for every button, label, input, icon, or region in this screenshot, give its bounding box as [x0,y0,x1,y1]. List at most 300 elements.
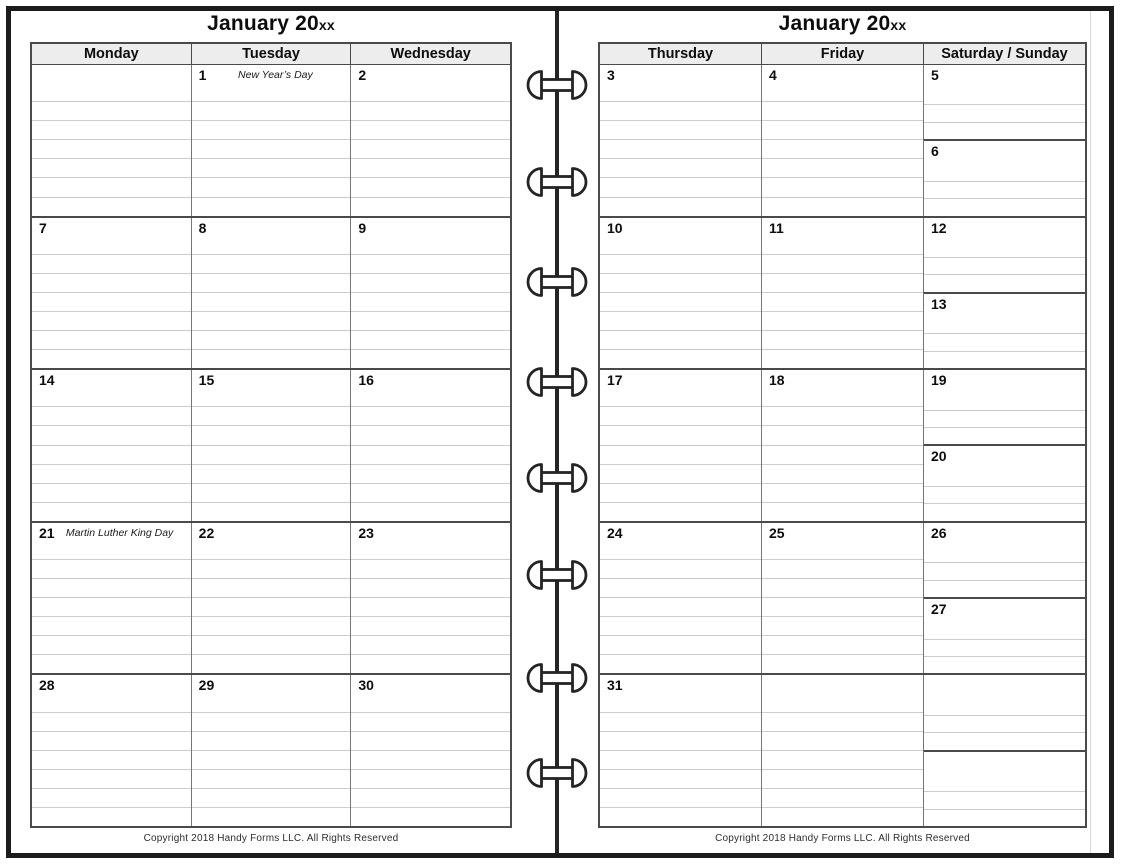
day-head [32,65,191,101]
week-row [32,368,510,521]
ruled-line [192,635,351,654]
column-header-wednesday: Wednesday [350,44,510,64]
day-number: 14 [39,372,55,389]
day-head [924,370,1085,409]
ruled-line [32,483,191,502]
ruled-line [192,254,351,273]
ruled-line [32,273,191,292]
day-number: 21 [39,524,55,541]
ruled-line [762,559,923,578]
ruled-line [351,635,510,654]
ruled-line [762,254,923,273]
ruled-line [600,273,761,292]
day-head [924,523,1085,562]
week-row [600,368,1085,521]
day-head [32,218,191,254]
calendar-left [30,42,512,828]
day-head [351,370,510,406]
ruled-line [351,731,510,750]
ruled-line [600,425,761,444]
ruled-line [192,445,351,464]
page-right [598,12,1087,844]
weekend-cell [923,370,1085,521]
ruled-line [762,330,923,349]
ruled-line [32,330,191,349]
ruled-line [32,578,191,597]
day-head [192,370,351,406]
ruled-line [192,101,351,120]
column-header-tuesday: Tuesday [191,44,351,64]
sunday-half-cell[interactable] [924,597,1085,673]
day-head [32,523,191,559]
binder-spine [555,11,559,853]
ruled-line [351,578,510,597]
ruled-line [924,104,1085,121]
ruled-line [762,177,923,196]
day-cell[interactable] [761,65,923,216]
day-number: 24 [607,524,623,541]
binder-ring-icon [524,267,590,297]
page-edge-line [1090,11,1091,853]
calendar-right [598,42,1087,828]
ruled-line [32,769,191,788]
ruled-line [600,559,761,578]
ruled-line [192,731,351,750]
ruled-line [762,807,923,826]
day-head [600,523,761,559]
day-cell[interactable] [600,218,761,369]
day-number: 16 [358,372,374,389]
ruled-line [924,639,1085,656]
ruled-line [351,502,510,521]
ruled-line [600,445,761,464]
day-cell[interactable] [191,370,351,521]
saturday-half-cell[interactable] [924,65,1085,139]
ruled-line [924,580,1085,597]
day-number: 8 [198,219,207,236]
day-head [762,218,923,254]
ruled-line [924,427,1085,444]
ruled-line [600,807,761,826]
ruled-line [32,635,191,654]
day-head [924,752,1085,791]
ruled-line [32,120,191,139]
ruled-line [192,750,351,769]
ruled-line [600,654,761,673]
title-year-suffix: xx [318,17,335,33]
day-cell[interactable] [350,523,510,674]
ruled-line [762,158,923,177]
day-number: 9 [358,219,367,236]
ruled-line [351,712,510,731]
ruled-line [32,425,191,444]
ruled-line [600,197,761,216]
ruled-line [192,769,351,788]
sunday-half-cell[interactable] [924,292,1085,368]
ruled-line [32,712,191,731]
ruled-line [600,292,761,311]
ruled-line [351,483,510,502]
ruled-line [924,198,1085,215]
week-row [600,65,1085,216]
ruled-line [192,406,351,425]
week-row [600,521,1085,674]
ruled-line [762,101,923,120]
weekend-cell [923,65,1085,216]
day-head [924,65,1085,104]
ruled-line [192,483,351,502]
day-cell[interactable] [600,523,761,674]
column-header-saturday-sunday: Saturday / Sunday [923,44,1085,64]
day-number: 15 [198,372,215,389]
page-title-right [598,12,1087,42]
ruled-line [351,158,510,177]
ruled-line [924,122,1085,139]
sunday-half-cell[interactable] [924,444,1085,520]
day-cell[interactable] [32,675,191,826]
day-number: 28 [39,677,55,694]
ruled-line [192,330,351,349]
ruled-line [351,254,510,273]
day-head [192,523,351,559]
week-row [32,673,510,826]
ruled-line [32,654,191,673]
title-month-year: January 20 [778,12,891,35]
ruled-line [924,656,1085,673]
ruled-line [192,712,351,731]
ruled-line [600,483,761,502]
ruled-line [192,578,351,597]
day-cell[interactable] [32,523,191,674]
ruled-line [32,292,191,311]
day-head [924,446,1085,485]
day-number: 12 [931,219,947,236]
ruled-line [32,464,191,483]
ruled-line [351,139,510,158]
ruled-line [32,158,191,177]
day-number: 31 [607,677,623,694]
ruled-line [32,616,191,635]
ruled-line [762,712,923,731]
ruled-line [600,158,761,177]
ruled-line [192,597,351,616]
ruled-line [762,464,923,483]
weekend-cell [923,675,1085,826]
day-number: 18 [769,372,785,389]
ruled-line [351,750,510,769]
day-number: 23 [358,524,374,541]
ruled-line [762,483,923,502]
day-head [762,65,923,101]
page-left [30,12,512,844]
ruled-line [762,349,923,368]
ruled-line [762,139,923,158]
binder-ring-icon [524,758,590,788]
sunday-half-cell[interactable] [924,139,1085,215]
day-cell[interactable] [350,675,510,826]
saturday-half-cell[interactable] [924,523,1085,597]
day-cell[interactable] [600,370,761,521]
week-row [32,216,510,369]
day-head [924,599,1085,638]
day-head [351,218,510,254]
day-number: 10 [607,219,623,236]
ruled-line [924,274,1085,291]
day-number: 13 [931,295,947,312]
ruled-line [600,139,761,158]
saturday-half-cell[interactable] [924,370,1085,444]
ruled-line [762,406,923,425]
ruled-line [32,406,191,425]
ruled-line [600,311,761,330]
ruled-line [924,503,1085,520]
ruled-line [351,769,510,788]
week-row [32,65,510,216]
ruled-line [192,197,351,216]
ruled-line [192,177,351,196]
day-number: 7 [39,219,47,236]
day-cell[interactable] [350,370,510,521]
day-head [924,141,1085,180]
day-head [762,675,923,711]
ruled-line [32,254,191,273]
sunday-half-cell[interactable] [924,750,1085,826]
ruled-line [351,406,510,425]
column-header-thursday: Thursday [647,46,714,62]
ruled-line [600,177,761,196]
day-head [762,523,923,559]
calendar-right-header [600,44,1085,65]
ruled-line [600,750,761,769]
ruled-line [32,349,191,368]
ruled-line [351,349,510,368]
ruled-line [762,120,923,139]
ruled-line [32,788,191,807]
ruled-line [600,635,761,654]
ruled-line [924,181,1085,198]
ruled-line [600,788,761,807]
ruled-line [600,616,761,635]
week-row [32,521,510,674]
day-cell[interactable] [191,65,351,216]
ruled-line [351,177,510,196]
ruled-line [192,158,351,177]
ruled-line [32,445,191,464]
ruled-line [351,292,510,311]
binder-ring-icon [524,167,590,197]
day-cell[interactable] [191,675,351,826]
ruled-line [192,807,351,826]
ruled-line [600,769,761,788]
saturday-half-cell[interactable] [924,675,1085,749]
day-head [924,675,1085,714]
day-cell[interactable] [761,523,923,674]
ruled-line [192,654,351,673]
ruled-line [600,120,761,139]
day-cell[interactable] [32,370,191,521]
ruled-line [762,578,923,597]
ruled-line [351,597,510,616]
title-year-suffix: xx [890,17,907,33]
day-cell[interactable] [761,675,923,826]
binder-ring-icon [524,367,590,397]
column-header-friday: Friday [761,44,923,64]
ruled-line [32,559,191,578]
ruled-line [600,731,761,750]
ruled-line [762,597,923,616]
ruled-line [600,330,761,349]
day-cell[interactable] [761,370,923,521]
ruled-line [351,330,510,349]
copyright-right: Copyright 2018 Handy Forms LLC. All Rights Reserved [715,833,970,844]
ruled-line [762,654,923,673]
ruled-line [192,292,351,311]
ruled-line [351,197,510,216]
ruled-line [32,750,191,769]
day-number: 17 [607,372,623,389]
week-row [600,673,1085,826]
ruled-line [32,807,191,826]
ruled-line [192,273,351,292]
ruled-line [924,351,1085,368]
ruled-line [600,502,761,521]
ruled-line [924,791,1085,808]
ruled-line [600,597,761,616]
ruled-line [924,333,1085,350]
ruled-line [600,254,761,273]
day-number: 25 [769,524,785,541]
calendar-right-body [600,65,1085,826]
ruled-line [762,425,923,444]
ruled-line [351,120,510,139]
day-head [351,675,510,711]
day-number: 26 [931,524,947,541]
day-number [924,752,931,754]
ruled-line [762,311,923,330]
ruled-line [192,311,351,330]
ruled-line [600,712,761,731]
ruled-line [192,502,351,521]
day-head [924,218,1085,257]
ruled-line [762,292,923,311]
ruled-line [192,139,351,158]
ruled-line [600,406,761,425]
week-row [600,216,1085,369]
ruled-line [924,562,1085,579]
day-number: 4 [769,67,777,83]
ruled-line [762,197,923,216]
ruled-line [762,769,923,788]
ruled-line [192,464,351,483]
ruled-line [192,425,351,444]
ruled-line [762,445,923,464]
ruled-line [600,349,761,368]
day-cell[interactable] [761,218,923,369]
binder-ring-icon [524,70,590,100]
day-cell[interactable] [600,675,761,826]
ruled-line [924,715,1085,732]
day-number [924,675,931,677]
ruled-line [762,635,923,654]
ruled-line [762,502,923,521]
day-number: 29 [198,677,215,694]
title-month-year: January 20 [207,12,319,35]
day-cell[interactable] [191,523,351,674]
binder-ring-icon [524,463,590,493]
ruled-line [192,788,351,807]
day-head [924,294,1085,333]
ruled-line [351,807,510,826]
ruled-line [924,257,1085,274]
binder-ring-icon [524,663,590,693]
weekend-cell [923,218,1085,369]
day-head [600,218,761,254]
ruled-line [32,502,191,521]
ruled-line [351,788,510,807]
day-number: 1 [198,67,207,83]
day-head [600,370,761,406]
weekend-cell [923,523,1085,674]
ruled-line [600,578,761,597]
day-head [351,523,510,559]
ruled-line [351,559,510,578]
holiday-label: New Year’s Day [238,69,313,81]
day-head [600,65,761,101]
ruled-line [762,750,923,769]
binder-ring-icon [524,560,590,590]
ruled-line [192,120,351,139]
ruled-line [192,616,351,635]
ruled-line [351,654,510,673]
ruled-line [32,731,191,750]
calendar-left-header [32,44,510,65]
day-cell[interactable] [350,65,510,216]
day-number: 22 [198,524,215,541]
day-cell[interactable] [32,65,191,216]
day-head [762,370,923,406]
ruled-line [192,559,351,578]
ruled-line [192,349,351,368]
day-number: 20 [931,448,947,465]
ruled-line [32,177,191,196]
day-number: 2 [358,67,367,83]
day-number: 30 [358,677,374,694]
ruled-line [762,731,923,750]
day-head [192,65,351,101]
ruled-line [32,311,191,330]
day-number: 11 [769,219,784,236]
day-cell[interactable] [350,218,510,369]
day-cell[interactable] [191,218,351,369]
day-head [32,675,191,711]
day-number: 27 [931,601,947,618]
ruled-line [762,273,923,292]
day-cell[interactable] [600,65,761,216]
ruled-line [924,809,1085,826]
day-head [192,218,351,254]
ruled-line [351,311,510,330]
ruled-line [924,486,1085,503]
day-cell[interactable] [32,218,191,369]
ruled-line [762,616,923,635]
saturday-half-cell[interactable] [924,218,1085,292]
day-number [32,65,39,67]
day-number: 19 [931,372,947,389]
ruled-line [351,101,510,120]
page-title-left [30,12,512,42]
day-head [351,65,510,101]
day-number: 5 [931,67,939,83]
